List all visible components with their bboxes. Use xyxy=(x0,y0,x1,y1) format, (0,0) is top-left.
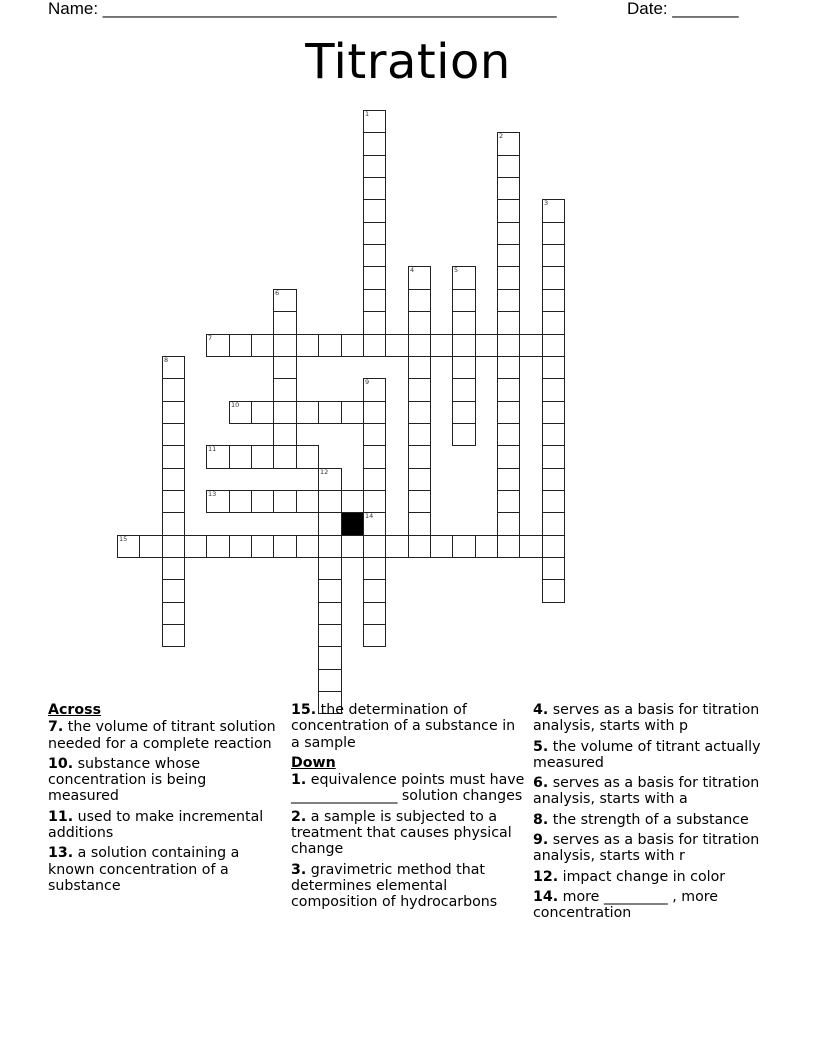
crossword-cell[interactable] xyxy=(542,423,565,446)
clue-across-11: 11. used to make incremental additions xyxy=(48,808,264,842)
crossword-cell[interactable] xyxy=(363,155,386,178)
clue-down-9: 9. serves as a basis for titration analysis, starts with r xyxy=(533,832,760,865)
crossword-cell[interactable] xyxy=(497,490,520,513)
crossword-cell[interactable] xyxy=(542,289,565,312)
crossword-cell[interactable] xyxy=(341,401,364,424)
crossword-cell[interactable] xyxy=(318,557,342,580)
crossword-cell[interactable] xyxy=(497,199,520,223)
crossword-cell[interactable] xyxy=(251,535,274,558)
crossword-cell[interactable] xyxy=(341,490,364,513)
crossword-cell[interactable] xyxy=(408,401,431,424)
crossword-cell[interactable] xyxy=(497,401,520,424)
crossword-cell[interactable] xyxy=(408,535,431,558)
clues-column-3 xyxy=(533,702,773,926)
clue-down-2: 2. a sample is subjected to a treatment that causes physical change xyxy=(291,808,512,858)
clue-across-7: 7. the volume of titrant solution needed for a complete reaction xyxy=(48,719,276,752)
crossword-cell[interactable] xyxy=(251,401,274,424)
crossword-cell[interactable] xyxy=(542,535,565,558)
clue-number: 15 xyxy=(119,535,128,543)
crossword-cell[interactable] xyxy=(363,244,386,267)
crossword-cell[interactable] xyxy=(296,490,319,513)
crossword-cell[interactable] xyxy=(519,334,543,357)
crossword-cell[interactable] xyxy=(162,602,185,625)
crossword-cell[interactable] xyxy=(542,512,565,536)
crossword-cell[interactable] xyxy=(542,244,565,267)
crossword-cell[interactable] xyxy=(318,512,342,536)
crossword-cell[interactable] xyxy=(363,266,386,290)
crossword-cell[interactable] xyxy=(408,378,431,402)
crossword-cell[interactable] xyxy=(408,266,431,290)
crossword-cell[interactable] xyxy=(497,155,520,178)
crossword-cell[interactable] xyxy=(341,334,364,357)
clue-across-15: 15. the determination of concentration of a substance in a sample xyxy=(291,702,516,751)
crossword-cell[interactable] xyxy=(519,535,543,558)
clue-number: 2 xyxy=(499,132,504,140)
crossword-cell[interactable] xyxy=(296,535,319,558)
crossword-cell[interactable] xyxy=(408,289,431,312)
crossword-cell[interactable] xyxy=(542,266,565,290)
clue-down-12: 12. impact change in color xyxy=(533,868,726,885)
down-heading: Down xyxy=(291,754,336,771)
crossword-cell[interactable] xyxy=(497,512,520,536)
crossword-cell[interactable] xyxy=(363,311,386,335)
crossword-cell[interactable] xyxy=(542,222,565,245)
page-title: Titration xyxy=(305,34,511,90)
crossword-cell[interactable] xyxy=(452,334,476,357)
crossword-cell[interactable] xyxy=(408,311,431,335)
crossword-cell[interactable] xyxy=(497,132,520,156)
crossword-cell[interactable] xyxy=(408,490,431,513)
clues-column-2 xyxy=(291,702,527,915)
crossword-cell[interactable] xyxy=(162,401,185,424)
crossword-cell[interactable] xyxy=(542,445,565,469)
crossword-cell[interactable] xyxy=(542,490,565,513)
crossword-cell[interactable] xyxy=(363,378,386,402)
crossword-cell[interactable] xyxy=(229,445,252,469)
crossword-cell[interactable] xyxy=(162,579,185,603)
crossword-cell[interactable] xyxy=(162,557,185,580)
black-square xyxy=(341,512,364,536)
crossword-cell[interactable] xyxy=(363,602,386,625)
crossword-cell[interactable] xyxy=(408,334,431,357)
crossword-cell[interactable] xyxy=(363,468,386,491)
crossword-cell[interactable] xyxy=(542,334,565,357)
crossword-cell[interactable] xyxy=(452,378,476,402)
crossword-cell[interactable] xyxy=(363,289,386,312)
crossword-cell[interactable] xyxy=(363,401,386,424)
crossword-cell[interactable] xyxy=(497,311,520,335)
crossword-cell[interactable] xyxy=(296,401,319,424)
clue-down-5: 5. the volume of titrant actually measured xyxy=(533,738,761,771)
crossword-cell[interactable] xyxy=(184,535,207,558)
crossword-cell[interactable] xyxy=(542,468,565,491)
crossword-cell[interactable] xyxy=(318,490,342,513)
crossword-cell[interactable] xyxy=(162,468,185,491)
crossword-cell[interactable] xyxy=(229,334,252,357)
crossword-cell[interactable] xyxy=(229,535,252,558)
crossword-cell[interactable] xyxy=(475,334,498,357)
crossword-cell[interactable] xyxy=(408,356,431,379)
crossword-cell[interactable] xyxy=(385,334,409,357)
crossword-cell[interactable] xyxy=(363,110,386,133)
crossword-cell[interactable] xyxy=(363,132,386,156)
crossword-cell[interactable] xyxy=(497,177,520,200)
clue-number: 4 xyxy=(410,266,415,274)
crossword-cell[interactable] xyxy=(363,423,386,446)
crossword-cell[interactable] xyxy=(162,512,185,536)
crossword-cell[interactable] xyxy=(341,535,364,558)
crossword-cell[interactable] xyxy=(497,356,520,379)
crossword-cell[interactable] xyxy=(497,468,520,491)
crossword-cell[interactable] xyxy=(497,535,520,558)
crossword-cell[interactable] xyxy=(318,602,342,625)
crossword-cell[interactable] xyxy=(363,199,386,223)
crossword-cell[interactable] xyxy=(497,423,520,446)
crossword-cell[interactable] xyxy=(452,289,476,312)
clue-down-1: 1. equivalence points must have _______________ solution changes xyxy=(291,772,525,805)
clue-down-4: 4. serves as a basis for titration analysis, starts with p xyxy=(533,702,760,735)
crossword-cell[interactable] xyxy=(273,311,297,335)
crossword-cell[interactable] xyxy=(408,468,431,491)
clue-across-10: 10. substance whose concentration is being measured xyxy=(48,755,207,805)
clue-down-6: 6. serves as a basis for titration analysis, starts with a xyxy=(533,775,760,808)
crossword-cell[interactable] xyxy=(251,334,274,357)
crossword-cell[interactable] xyxy=(162,624,185,647)
crossword-cell[interactable] xyxy=(497,378,520,402)
crossword-cell[interactable] xyxy=(273,423,297,446)
clue-number: 1 xyxy=(365,110,370,118)
crossword-cell[interactable] xyxy=(408,423,431,446)
crossword-cell[interactable] xyxy=(452,535,476,558)
date-field[interactable]: Date: _______ xyxy=(627,0,739,18)
crossword-cell[interactable] xyxy=(251,445,274,469)
clue-down-14: 14. more _________ , more concentration xyxy=(533,888,719,922)
across-heading: Across xyxy=(48,702,102,718)
crossword-cell[interactable] xyxy=(452,266,476,290)
crossword-cell[interactable] xyxy=(430,334,453,357)
crossword-cell[interactable] xyxy=(363,445,386,469)
crossword-cell[interactable] xyxy=(273,378,297,402)
crossword-cell[interactable] xyxy=(296,445,319,469)
crossword-cell[interactable] xyxy=(273,334,297,357)
crossword-cell[interactable] xyxy=(251,490,274,513)
clue-number: 13 xyxy=(208,490,217,498)
crossword-cell[interactable] xyxy=(363,579,386,603)
crossword-cell[interactable] xyxy=(162,378,185,402)
clue-down-3: 3. gravimetric method that determines elemental composition of hydrocarbons xyxy=(291,861,498,911)
clue-across-13: 13. a solution containing a known concentration of a substance xyxy=(48,845,240,894)
crossword-cell[interactable] xyxy=(497,266,520,290)
crossword-cell[interactable] xyxy=(273,401,297,424)
crossword-cell[interactable] xyxy=(497,445,520,469)
crossword-cell[interactable] xyxy=(475,535,498,558)
crossword-cell[interactable] xyxy=(542,378,565,402)
crossword-cell[interactable] xyxy=(273,356,297,379)
clue-number: 7 xyxy=(208,334,213,342)
crossword-cell[interactable] xyxy=(162,445,185,469)
crossword-cell[interactable] xyxy=(318,579,342,603)
crossword-cell[interactable] xyxy=(363,624,386,647)
crossword-cell[interactable] xyxy=(206,334,230,357)
clue-down-8: 8. the strength of a substance xyxy=(533,811,749,828)
crossword-cell[interactable] xyxy=(162,423,185,446)
clue-number: 6 xyxy=(275,289,280,297)
crossword-cell[interactable] xyxy=(206,490,230,513)
clue-number: 11 xyxy=(208,445,217,453)
crossword-cell[interactable] xyxy=(542,311,565,335)
crossword-cell[interactable] xyxy=(229,401,252,424)
crossword-cell[interactable] xyxy=(452,423,476,446)
crossword-cell[interactable] xyxy=(497,222,520,245)
clue-number: 14 xyxy=(365,512,374,520)
crossword-cell[interactable] xyxy=(385,535,409,558)
crossword-cell[interactable] xyxy=(273,490,297,513)
crossword-cell[interactable] xyxy=(206,535,230,558)
crossword-cell[interactable] xyxy=(363,557,386,580)
crossword-cell[interactable] xyxy=(162,356,185,379)
crossword-cell[interactable] xyxy=(452,401,476,424)
crossword-cell[interactable] xyxy=(408,445,431,469)
clue-number: 5 xyxy=(454,266,459,274)
crossword-cell[interactable] xyxy=(318,401,342,424)
crossword-cell[interactable] xyxy=(206,445,230,469)
crossword-cell[interactable] xyxy=(542,401,565,424)
crossword-cell[interactable] xyxy=(542,557,565,580)
crossword-cell[interactable] xyxy=(318,535,342,558)
crossword-cell[interactable] xyxy=(497,334,520,357)
crossword-cell[interactable] xyxy=(318,334,342,357)
crossword-cell[interactable] xyxy=(229,490,252,513)
crossword-cell[interactable] xyxy=(363,512,386,536)
crossword-cell[interactable] xyxy=(430,535,453,558)
crossword-cell[interactable] xyxy=(363,535,386,558)
crossword-cell[interactable] xyxy=(318,468,342,491)
crossword-cell[interactable] xyxy=(497,244,520,267)
clue-number: 9 xyxy=(365,378,370,386)
crossword-cell[interactable] xyxy=(117,535,140,558)
crossword-cell[interactable] xyxy=(318,646,342,670)
crossword-cell[interactable] xyxy=(273,535,297,558)
crossword-cell[interactable] xyxy=(318,669,342,692)
crossword-cell[interactable] xyxy=(542,579,565,603)
crossword-cell[interactable] xyxy=(139,535,163,558)
crossword-cell[interactable] xyxy=(318,624,342,647)
clue-number: 12 xyxy=(320,468,329,476)
crossword-cell[interactable] xyxy=(273,445,297,469)
crossword-cell[interactable] xyxy=(363,177,386,200)
name-field[interactable]: Name: ________________________________________________ xyxy=(48,0,557,18)
crossword-cell[interactable] xyxy=(363,334,386,357)
clue-number: 10 xyxy=(231,401,240,409)
crossword-cell[interactable] xyxy=(542,199,565,223)
clue-number: 3 xyxy=(544,199,549,207)
crossword-cell[interactable] xyxy=(497,289,520,312)
crossword-cell[interactable] xyxy=(162,535,185,558)
crossword-cell[interactable] xyxy=(162,490,185,513)
crossword-cell[interactable] xyxy=(408,512,431,536)
crossword-cell[interactable] xyxy=(363,490,386,513)
crossword-cell[interactable] xyxy=(452,356,476,379)
crossword-cell[interactable] xyxy=(296,334,319,357)
crossword-cell[interactable] xyxy=(542,356,565,379)
clues-column-1 xyxy=(48,702,280,898)
crossword-cell[interactable] xyxy=(273,289,297,312)
clue-number: 8 xyxy=(164,356,169,364)
crossword-cell[interactable] xyxy=(363,222,386,245)
crossword-cell[interactable] xyxy=(452,311,476,335)
